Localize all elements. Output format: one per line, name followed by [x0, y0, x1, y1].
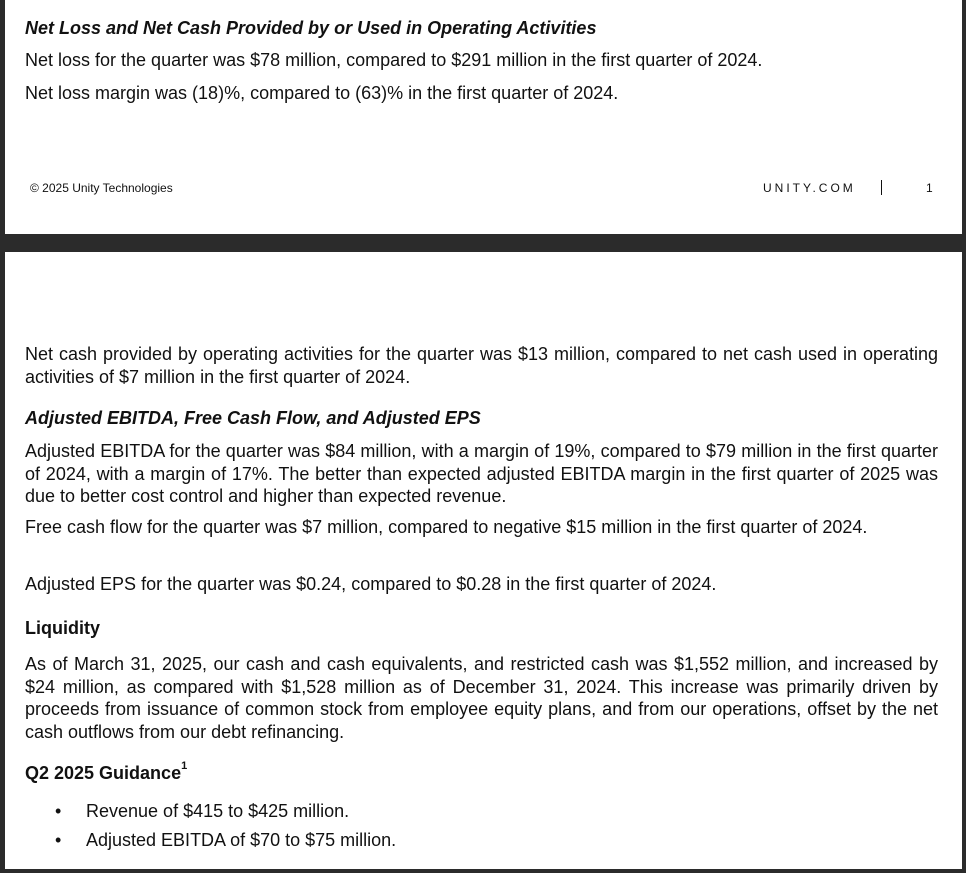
bullet-text: Adjusted EBITDA of $70 to $75 million.	[86, 830, 397, 850]
liquidity-paragraph: As of March 31, 2025, our cash and cash equivalents, and restricted cash was $1,552 million, and increased by $24 million, as compared with $1,528 million as of December 31, 2024. This increase was primarily driven by proceeds from issuance of common stock from employee equity plans, and from our operations, offset by the net cash outflows from our debt refinancing.	[25, 654, 938, 742]
bullet-dot: •	[55, 801, 62, 821]
document-page-bottom	[5, 252, 962, 869]
section-heading-ebitda: Adjusted EBITDA, Free Cash Flow, and Adjusted EPS	[25, 408, 481, 428]
section-heading-guidance	[25, 760, 188, 784]
free-cash-flow-paragraph: Free cash flow for the quarter was $7 million, compared to negative $15 million in the first quarter of 2024.	[25, 517, 868, 537]
footer-copyright: © 2025 Unity Technologies	[30, 181, 173, 195]
guidance-heading-text: Q2 2025 Guidance	[25, 763, 182, 783]
footer-divider	[881, 180, 882, 195]
operating-cash-paragraph: Net cash provided by operating activities for the quarter was $13 million, compared to net cash used in operating activities of $7 million in the first quarter of 2024.	[25, 344, 938, 387]
section-heading-liquidity: Liquidity	[25, 618, 100, 638]
net-loss-margin-paragraph: Net loss margin was (18)%, compared to (63)% in the first quarter of 2024.	[25, 83, 619, 103]
bullet-dot: •	[55, 830, 62, 850]
footer-site-link[interactable]: UNITY.COM	[763, 181, 856, 195]
ebitda-paragraph: Adjusted EBITDA for the quarter was $84 million, with a margin of 19%, compared to $79 million in the first quarter of 2024, with a margin of 17%. The better than expected adjusted EBITDA margin in the first quarter of 2025 was due to better cost control and higher than expected revenue.	[25, 441, 938, 506]
section-heading-net-loss: Net Loss and Net Cash Provided by or Used in Operating Activities	[25, 18, 597, 38]
adjusted-eps-paragraph: Adjusted EPS for the quarter was $0.24, compared to $0.28 in the first quarter of 2024.	[25, 574, 717, 594]
footnote-marker: 1	[181, 760, 188, 772]
footer-page-number: 1	[926, 181, 933, 195]
bullet-text: Revenue of $415 to $425 million.	[86, 801, 350, 821]
net-loss-paragraph: Net loss for the quarter was $78 million, compared to $291 million in the first quarter of 2024.	[25, 50, 763, 70]
document-page-top	[5, 0, 962, 234]
